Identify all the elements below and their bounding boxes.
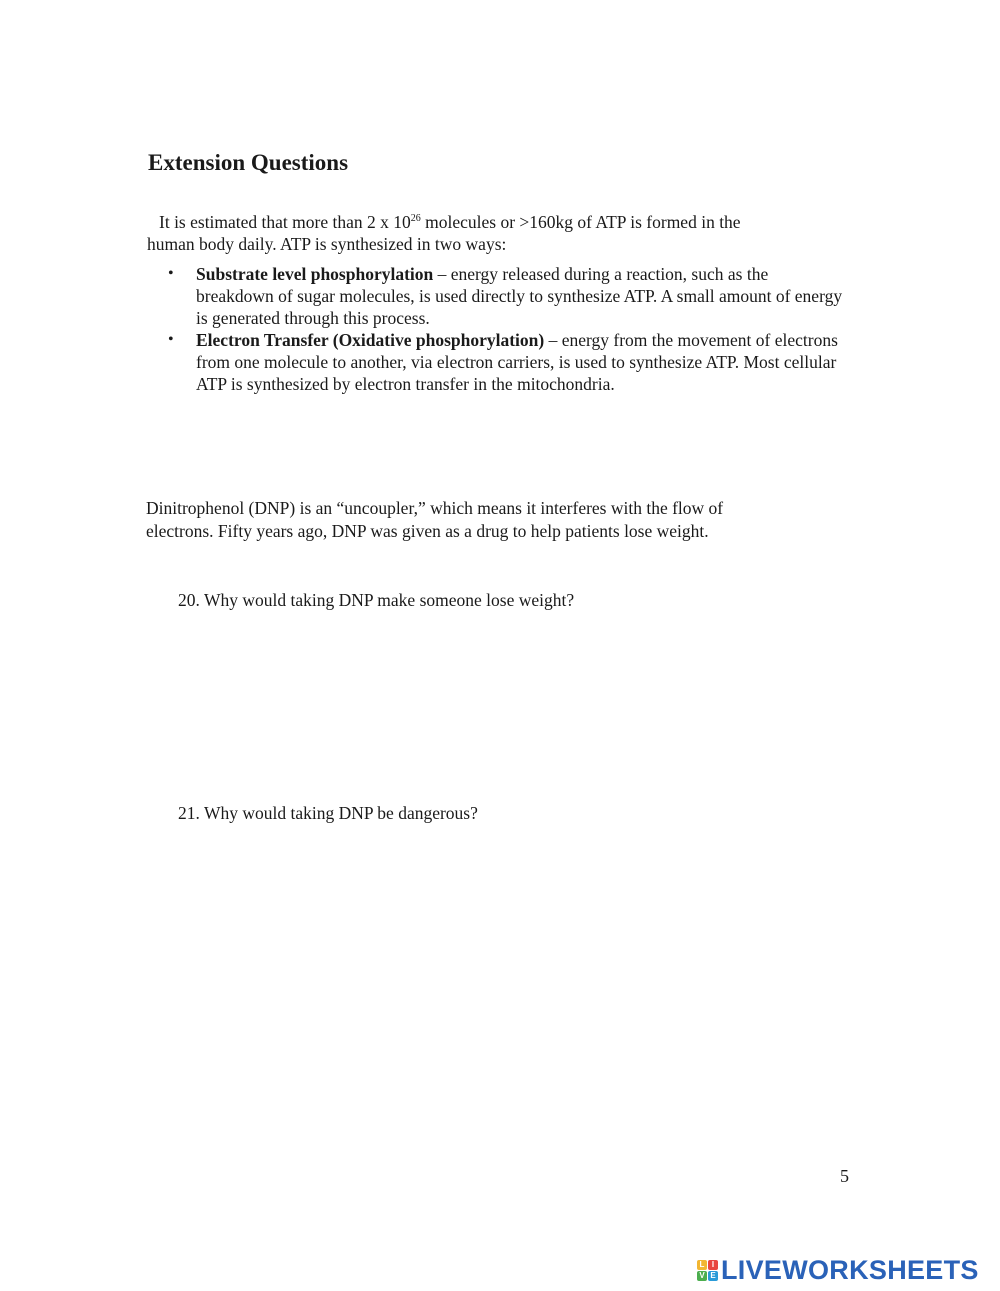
logo-mark-letter: V xyxy=(697,1271,707,1281)
list-item-term: Substrate level phosphorylation xyxy=(196,264,434,284)
intro-text-2: molecules or >160kg of ATP is formed in the xyxy=(420,212,741,232)
question-number: 21. xyxy=(178,803,200,823)
logo-mark-letter: I xyxy=(708,1260,718,1270)
page-number: 5 xyxy=(840,1166,849,1186)
question-21 xyxy=(178,802,478,824)
intro-text-1: It is estimated that more than 2 x 10 xyxy=(159,212,411,232)
list-item-text: – energy released during a reaction, such as the breakdown of sugar molecules, is used directly to synthesize ATP. A small amount of energy is generated through this process. xyxy=(196,264,843,328)
dnp-line-2: electrons. Fifty years ago, DNP was given as a drug to help patients lose weight. xyxy=(146,521,709,541)
bullet-icon: • xyxy=(168,265,174,282)
page-title: Extension Questions xyxy=(148,150,349,175)
intro-paragraph xyxy=(147,211,847,255)
question-text: Why would taking DNP make someone lose weight? xyxy=(203,590,575,610)
list-item xyxy=(168,329,848,395)
intro-line-1 xyxy=(147,211,847,233)
list-item xyxy=(168,263,848,329)
intro-line-2: human body daily. ATP is synthesized in two ways: xyxy=(147,234,507,254)
dnp-line-1: Dinitrophenol (DNP) is an “uncoupler,” which means it interferes with the flow of xyxy=(146,498,724,518)
logo-mark-icon xyxy=(697,1260,718,1281)
liveworksheets-logo xyxy=(697,1255,979,1285)
list-item-term: Electron Transfer (Oxidative phosphorylation) xyxy=(196,330,545,350)
exponent: 26 xyxy=(410,213,421,224)
logo-mark-letter: L xyxy=(697,1260,707,1270)
atp-synthesis-list xyxy=(168,263,848,395)
logo-text: LIVEWORKSHEETS xyxy=(721,1254,979,1285)
question-20 xyxy=(178,589,574,611)
bullet-icon: • xyxy=(168,331,174,348)
question-text: Why would taking DNP be dangerous? xyxy=(203,803,478,823)
dnp-paragraph xyxy=(146,497,846,543)
question-number: 20. xyxy=(178,590,200,610)
logo-mark-letter: E xyxy=(708,1271,718,1281)
list-item-text: – energy from the movement of electrons from one molecule to another, via electron carriers, is used to synthesize ATP. Most cellular ATP is synthesized by electron transfer in the mitochondria. xyxy=(196,330,838,394)
